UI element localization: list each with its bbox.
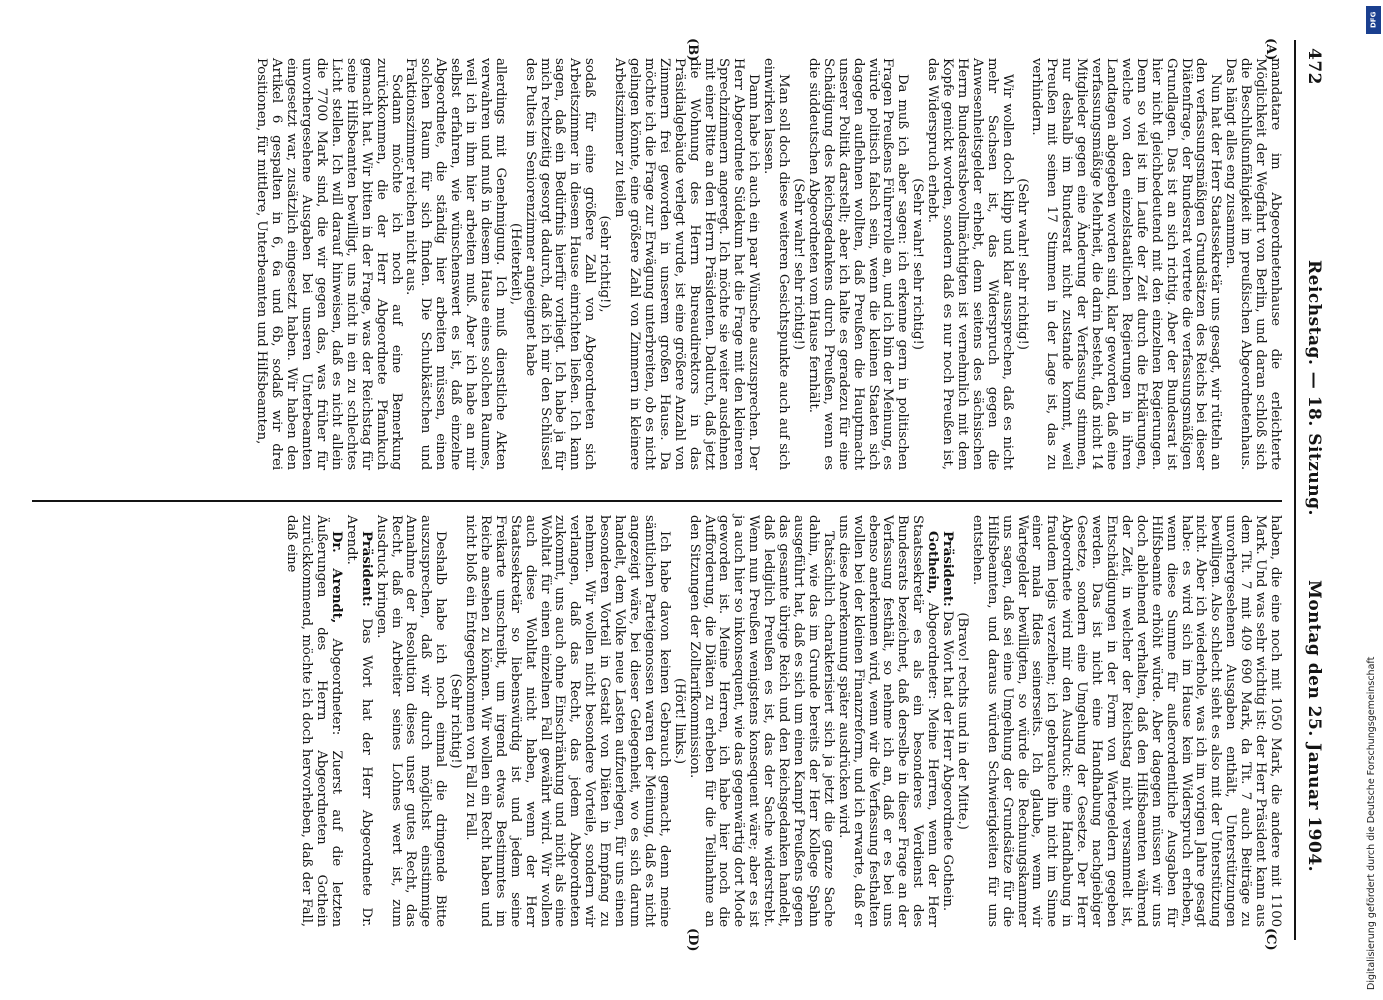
- paragraph: Nun hat der Herr Staatssekretär uns gesagt, wir rütteln an den verfassungsmäßigen Grundsätzen des Reichs bei dieser Diätenfrage, der Bundesrat vertrete die verfassungsmäßigen Grundlagen. Das ist an sich richtig. Aber der Bundesrat ist hier nicht gleichbedeutend mit den einzelnen Regierungen. Denn so viel ist im Laufe der Zeit durch die Erklärungen, welche von den einzelstaatlichen Regierungen in ihren Landtagen abgegeben worden sind, klar geworden, daß eine verfassungsmäßige Mehrheit, die darin besteht, daß nicht 14 Mitglieder gegen eine Änderung der Verfassung stimmen, nur deshalb im Bundesrat nicht zustande kommt, weil Preußen mit seinen 17 Stimmen in der Lage ist, das zu verhindern.: [1029, 58, 1224, 470]
- speech-text: Das Wort hat der Herr Abgeordnete Dr. Arendt.: [343, 515, 374, 927]
- paragraph: Deshalb habe ich noch einmal die dringende Bitte auszusprechen, daß wir durch möglichst einstimmige Annahme der Resolution dieses unser gutes Recht, das Recht, daß ein Arbeiter seines Lohnes wert ist, zum Ausdruck bringen.: [373, 515, 449, 927]
- speech-text: Das Wort hat der Herr Abgeordnete Gothein.: [940, 606, 956, 912]
- paragraph: Ich habe davon keinen Gebrauch gemacht, denn meine sämtlichen Parteigenossen waren der Meinung, daß es nicht angezeigt wäre, bei dieser Gelegenheit, wo es sich darum handelt, dem Volke neue Lasten aufzuerlegen, für uns einen besonderen Vorteil in Gestalt von Diäten in Empfang zu nehmen. Wir wollen nicht besondere Vorteile, sondern wir verlangen, daß das Recht, das jedem Abgeordneten zukommt, uns auch ohne Einschränkung und nicht als eine Wohltat für einen einzelnen Fall gewährt wird. Wir wollen auch diese Wohltat nicht haben, wenn der Herr Staatssekretär so liebenswürdig ist und jedem seine Freikarte umschreibt, um irgend etwas Bestimmtes im Reiche ansehen zu können. Wir wollen ein Recht haben und nicht bloß ein Entgegenkommen von Fall zu Fall.: [463, 515, 672, 927]
- speech-text: Abgeordneter: Meine Herren, wenn der Herr Staatssekretär es als ein besonderes Verdienst des Bundesrats bezeichnet, daß derselbe in dieser Frage an der Verfassung festhält, so nehme ich an, daß er es bei uns ebenso anerkennen wird, wenn wir die Verfassung festhalten wollen bei der kleinen Finanzreform, und ich erwarte, daß er uns diese Anerkennung später ausdrücken wird.: [835, 515, 941, 927]
- paragraph: Sodann möchte ich noch auf eine Bemerkung zurückkommen, die der Herr Abgeordnete Pfannkuch gemacht hat. Wir bitten in der Frage, was der Reichstag für seine Hilfsbeamten bewilligt, uns nicht in ein zu schlechtes Licht stellen. Ich will darauf hinweisen, daß es nicht allein die 7700 Mark sind, die wir gegen das, was früher für unvorhergesehene Ausgaben bei unseren Unterbeamten eingesetzt war, zusätzlich eingesetzt haben. Wir haben den Artikel 6 gespalten in 6, 6a und 6b, sodaß wir drei Positionen, für mittlere, Unterbeamten und Hilfsbeamten,: [254, 58, 404, 470]
- header-rule: [1294, 40, 1296, 940]
- paragraph: sodaß für eine größere Zahl von Abgeordneten sich Arbeitszimmer in diesem Hause einrichten ließen. Ich kann sagen, daß ein Bedürfnis hierfür vorliegt. Ich habe ja für mich rechtzeitig gesorgt dadurch, daß ich mir den Schlüssel des Pultes im Seniorenzimmer angeeignet habe: [522, 58, 598, 470]
- paragraph: Wir wollen doch klipp und klar aussprechen, daß es nicht mehr Sachsen ist, das Widerspruch gegen die Anwesenheitsgelder erhebt, denn seitens des sächsischen Herrn Bundesratsbevollmächtigten ist vernehmlich mit dem Kopfe genickt worden, sondern daß es nur noch Preußen ist, das Widerspruch erhebt.: [925, 58, 1015, 470]
- interjection: (Heiterkeit),: [507, 222, 523, 306]
- margin-mark-d: (D): [685, 928, 700, 952]
- session-date: Montag den 25. Januar 1904.: [1304, 580, 1324, 873]
- dfg-watermark: [1366, 6, 1381, 990]
- document-page: [0, 40, 1340, 960]
- speaker-paragraph: [283, 515, 343, 927]
- interjection: (sehr richtig!),: [597, 215, 613, 313]
- speaker-paragraph: [835, 515, 939, 927]
- dfg-logo-icon: DFG: [1366, 6, 1381, 34]
- page-number: 472: [1304, 48, 1324, 85]
- paragraph: haben, die eine noch mit 1050 Mark, die andere mit 1100 Mark. Und was sehr wichtig ist: der Herr Präsident kann aus dem Tit. 7 mit 409 690 Mark, da Tit. 7 auch Beiträge zu unvorhergesehenen Ausgaben enthält, Unterstützungen bewilligen. Also schlecht sieht es also mit der Unterstützung nicht. Aber ich wiederhole, was ich im vorigen Jahre gesagt habe: es wird sich im Hause kein Widerspruch erheben, wenn diese Summe für außerordentliche Ausgaben für Hilfsbeamte erhöht würde. Aber dagegen müssen wir uns doch ablehnend verhalten, daß den Hilfsbeamten während der Zeit, in welcher der Reichstag nicht versammelt ist, Entschädigungen in der Form von Wartegeldern gegeben werden. Das ist nicht eine Handhabung nachgiebiger Gesetze, sondern eine Umgehung der Gesetze. Der Herr Abgeordnete wird mir den Ausdruck: eine Handhabung in fraudem legis verzeihen; ich gebrauche ihn nicht im Sinne einer mala fides seinerseits. Ich glaube, wenn wir Wartegelder bewilligten, so würde die Rechnungskammer uns sagen, daß sei eine Umgehung der Grundsätze für die Hilfsbeamten, und daraus würden Schwierigkeiten für uns entstehen.: [969, 515, 1283, 927]
- paragraph: Man soll doch diese weiteren Gesichtspunkte auch auf sich einwirken lassen.: [761, 58, 792, 470]
- speaker-name: Präsident:: [358, 531, 374, 607]
- margin-mark-c: (C): [1263, 928, 1278, 951]
- interjection: (Sehr richtig!): [448, 673, 464, 769]
- right-column: [283, 515, 1282, 927]
- speaker-paragraph: [343, 515, 373, 927]
- speaker-name: Gothein,: [925, 531, 941, 595]
- interjection: (Sehr wahr! sehr richtig!): [910, 178, 926, 350]
- digitization-credit: Digitalisierung gefördert durch die Deutsche Forschungsgemeinschaft: [1366, 656, 1377, 990]
- interjection: (Hört! links.): [671, 677, 687, 765]
- speaker-paragraph: [939, 515, 954, 927]
- paragraph: allerdings mit Genehmigung. Ich muß dienstliche Akten verwahren und muß in diesem Hause eines solchen Raumes, weil ich in ihm hier arbeiten muß. Aber ich habe an mir selbst erfahren, wie wünschenswert es ist, daß einzelne Abgeordnete, die ständig hier arbeiten müssen, einen solchen Raum für sich finden. Die Schubkästchen und Fraktionszimmer reichen nicht aus.: [403, 58, 508, 470]
- interjection: (Sehr wahr! sehr richtig!): [791, 178, 806, 350]
- paragraph: Tatsächlich charakterisiert sich ja jetzt die ganze Sache dahin, wie das im Grunde bereits der Herr Kollege Spahn ausgeführt hat, daß es sich um einen Kampf Preußens gegen das gesamte übrige Reich und den Reichsgedanken handelt, daß lediglich Preußen es ist, das der Sache widerstrebt. Wenn nun Preußen wenigstens konsequent wäre; aber es ist ja auch hier so inkonsequent, wie das gegenwärtig dort Mode geworden ist. Meine Herren, ich habe hier noch die Aufforderung, die Diäten zu erheben für die Teilnahme an den Sitzungen der Zolltarifkommission.: [686, 515, 836, 927]
- page-header: [1290, 40, 1330, 940]
- left-column: [253, 58, 1282, 470]
- margin-mark-a: (A): [1263, 38, 1278, 61]
- speaker-name: Präsident:: [940, 531, 956, 607]
- paragraph: Dann habe ich auch ein paar Wünsche auszusprechen. Der Herr Abgeordnete Südekum hat die Frage mit den kleineren Sprechzimmern angeregt. Ich möchte sie weiter ausdehnen mit einer Bitte an den Herrn Präsidenten. Dadurch, daß jetzt die Wohnung des Herrn Bureaudirektors in das Präsidialgebäude verlegt wurde, ist eine größere Anzahl von Zimmern frei geworden in unserem großen Hause. Da möchte ich die Frage zur Erwägung unterbreiten, ob es nicht gelingen könnte, eine größere Zahl von Zimmern in kleinere Arbeitszimmer zu teilen: [612, 58, 762, 470]
- running-title: Reichstag. — 18. Sitzung.: [1304, 260, 1324, 516]
- column-divider: [32, 500, 1282, 502]
- interjection: (Bravo! rechts und in der Mitte.): [954, 612, 970, 830]
- speech-text: Abgeordneter: Zuerst auf die letzten Äußerungen des Herrn Abgeordneten Gothein zurückkommend, möchte ich doch hervorheben, daß der Fall, daß eine: [284, 515, 344, 927]
- speaker-name: Dr. Arendt,: [328, 531, 344, 624]
- paragraph: mandatare im Abgeordnetenhause die erleichterte Möglichkeit der Wegfahrt von Berlin, und daran schloß sich die Beschlußunfähigkeit im preußischen Abgeordnetenhaus. Das hängt alles eng zusammen.: [1223, 58, 1283, 470]
- interjection: (Sehr wahr! sehr richtig!): [1014, 178, 1030, 350]
- margin-mark-b: (B): [685, 38, 700, 62]
- paragraph: Da muß ich aber sagen: ich erkenne gern in politischen Fragen Preußens Führerrolle an, und ich bin der Meinung, es würde politisch falsch sein, wenn die kleinen Staaten sich dagegen auflehnen wollten, daß Preußen die Hauptmacht unserer Politik darstellt; aber ich halte es geradezu für eine Schädigung des Reichsgedankens durch Preußen, wenn es die süddeutschen Abgeordneten vom Hause fernhält.: [805, 58, 911, 470]
